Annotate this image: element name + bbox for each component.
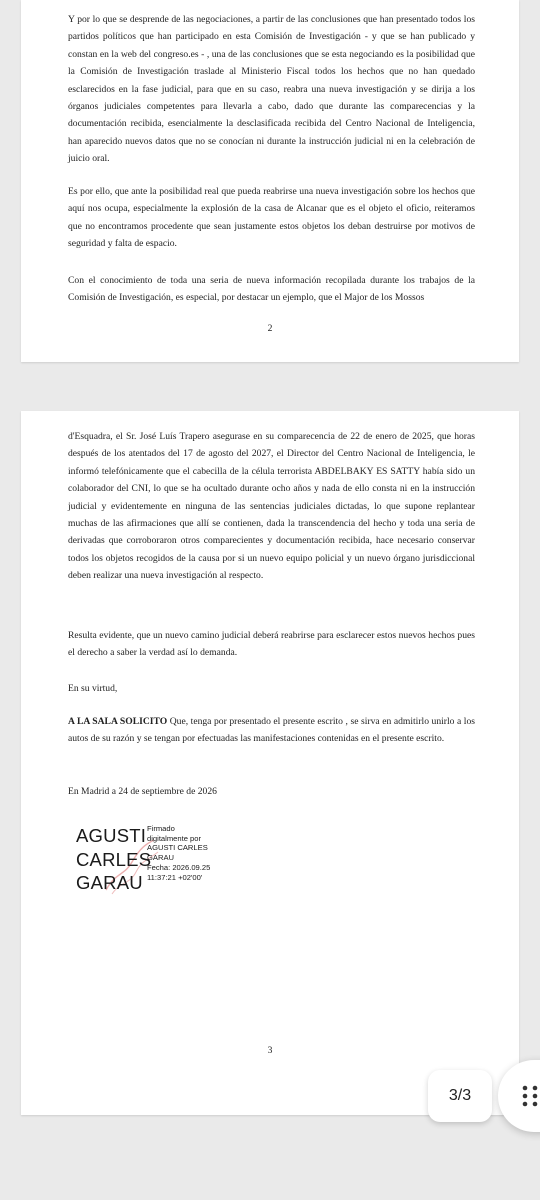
page-number: 3 <box>267 1045 273 1056</box>
signature-details <box>147 824 210 882</box>
grid-dots-icon <box>522 1085 538 1107</box>
signature-detail-line: AGUSTI CARLES <box>147 843 208 853</box>
solicito-text: Que, tenga por presentado el presente escrito , se sirva en admitirlo unirlo a los autos de su razón y se tengan por efectuadas las manifestaciones contenidas en el presente escrito. <box>68 716 475 745</box>
paragraph-solicito <box>68 713 475 748</box>
paragraph-desquadra: d'Esquadra, el Sr. José Luís Trapero asegurase en su comparecencia de 22 de enero de 2025, que horas después de los atentados del 17 de agosto del 2027, el Director del Centro Nacional de Inteligencia, le informó telefónicamente que el cabecilla de la célula terrorista ABDELBAKY ES SATTY había sido un colaborador del CNI, lo que se ha ocultado durante ocho años y nada de ello consta ni en la instrucción judicial y evidentemente en ninguna de las sentencias judiciales dictadas, lo que supone replantear muchas de las afirmaciones que allí se contienen, dada la transcendencia del hecho y toda una seria de derivadas que corroboraron otros comparecientes y documentación recibida, hace necesario conservar todos los objetos recogidos de la causa por si un nuevo equipo policial y un nuevo órgano jurisdiccional deben realizar una nueva investigación al respecto. <box>68 431 475 582</box>
solicito-heading: A LA SALA SOLICITO <box>68 716 168 727</box>
signer-name-line: CARLES <box>76 848 152 870</box>
signer-name-line: AGUSTI <box>76 825 147 846</box>
signature-detail-line: GARAU <box>147 853 175 863</box>
document-page-3 <box>21 411 519 1115</box>
signer-name-line: GARAU <box>76 872 143 893</box>
page-counter[interactable]: 3/3 <box>428 1070 492 1122</box>
signature-detail-line: 11:37:21 +02'00' <box>147 872 203 882</box>
document-page-2 <box>21 0 519 362</box>
signature-detail-line: Firmado <box>147 824 175 833</box>
paragraph-es-por-ello: Es por ello, que ante la posibilidad real que pueda reabrirse una nueva investigación sobre los hechos que aquí nos ocupa, especialmente la explosión de la casa de Alcanar que es el objeto el oficio, reiteramos que no encontramos procedente que sean justamente estos objetos los deban destruirse por motivos de seguridad y falta de espacio. <box>68 186 475 250</box>
paragraph-resulta-evidente: Resulta evidente, que un nuevo camino judicial deberá reabrirse para esclarecer estos nuevos hechos pues el derecho a saber la verdad así lo demanda. <box>68 630 475 659</box>
place-date: En Madrid a 24 de septiembre de 2026 <box>68 786 217 797</box>
signature-detail-line: Fecha: 2026.09.25 <box>147 862 211 872</box>
digital-signature <box>76 824 276 894</box>
signature-detail-line: digitalmente por <box>147 833 202 843</box>
paragraph-negociaciones: Y por lo que se desprende de las negociaciones, a partir de las conclusiones que han presentado todos los partidos políticos que han participado en esta Comisión de Investigación - y que se han publicado y constan en la web del congreso.es - , una de las conclusiones que se esta negociando es la posibilidad que la Comisión de Investigación traslade al Ministerio Fiscal todos los hechos que no han quedado esclarecidos en la fase judicial, para que en su caso, reabra una nueva investigación y se dirija a los órganos judiciales competentes para llevarla a cabo, dado que durante las comparecencias y la documentación recibida, esencialmente la desclasificada recibida del Centro Nacional de Inteligencia, han aparecido nuevos datos que no se conocían ni durante la instrucción judicial ni en la celebración de juicio oral. <box>68 14 475 165</box>
signer-name <box>76 824 151 895</box>
paragraph-con-el-conocimiento: Con el conocimiento de toda una seria de nueva información recopilada durante los trabajos de la Comisión de Investigación, es especial, por destacar un ejemplo, que el Major de los Mossos <box>68 275 475 304</box>
paragraph-en-su-virtud: En su virtud, <box>68 683 118 694</box>
page-number: 2 <box>267 323 273 334</box>
